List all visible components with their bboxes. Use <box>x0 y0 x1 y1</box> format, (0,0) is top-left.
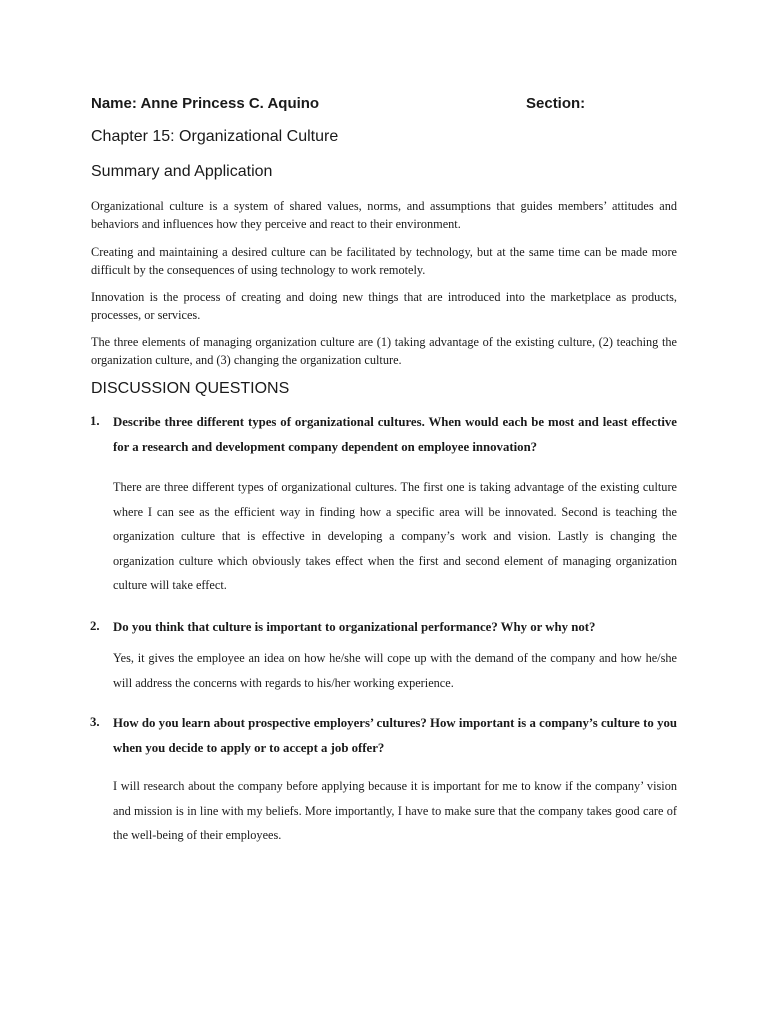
summary-heading: Summary and Application <box>91 163 273 180</box>
question-number: 3. <box>90 715 100 729</box>
answer-text: There are three different types of organizational cultures. The first one is taking advantage of the existing culture where I can see as the efficient way in finding how a specific area will be innovated. Second is teaching the organization culture that is effective in developing a company’s work and vision. Lastly is changing the organization culture which obviously takes effect when the first and second element of managing organization culture will take effect. <box>113 480 677 592</box>
summary-paragraph: The three elements of managing organization culture are (1) taking advantage of the existing culture, (2) teaching the organization culture, and (3) changing the organization culture. <box>91 335 677 367</box>
chapter-title: Chapter 15: Organizational Culture <box>91 128 339 145</box>
question-number: 1. <box>90 414 100 428</box>
question-text: How do you learn about prospective employers’ cultures? How important is a company’s culture to you when you decide to apply or to accept a job offer? <box>113 716 677 755</box>
summary-paragraph: Organizational culture is a system of shared values, norms, and assumptions that guides members’ attitudes and behaviors and influences how they perceive and react to their environment. <box>91 199 677 231</box>
student-name: Name: Anne Princess C. Aquino <box>91 95 320 112</box>
section-label: Section: <box>526 95 586 112</box>
discussion-heading: DISCUSSION QUESTIONS <box>91 380 290 397</box>
summary-paragraph: Innovation is the process of creating and doing new things that are introduced into the marketplace as products, processes, or services. <box>91 290 677 322</box>
answer-text: I will research about the company before applying because it is important for me to know if the company’ vision and mission is in line with my beliefs. More importantly, I have to make sure that the company takes good care of the well-being of their employees. <box>113 779 677 842</box>
question-text: Describe three different types of organizational cultures. When would each be most and least effective for a research and development company dependent on employee innovation? <box>113 415 677 454</box>
question-text: Do you think that culture is important to organizational performance? Why or why not? <box>113 620 596 634</box>
question-number: 2. <box>90 619 100 633</box>
summary-paragraph: Creating and maintaining a desired culture can be facilitated by technology, but at the same time can be made more difficult by the consequences of using technology to work remotely. <box>91 245 677 277</box>
answer-text: Yes, it gives the employee an idea on how he/she will cope up with the demand of the company and how he/she will address the concerns with regards to his/her working experience. <box>113 651 677 690</box>
header-row <box>91 95 677 117</box>
